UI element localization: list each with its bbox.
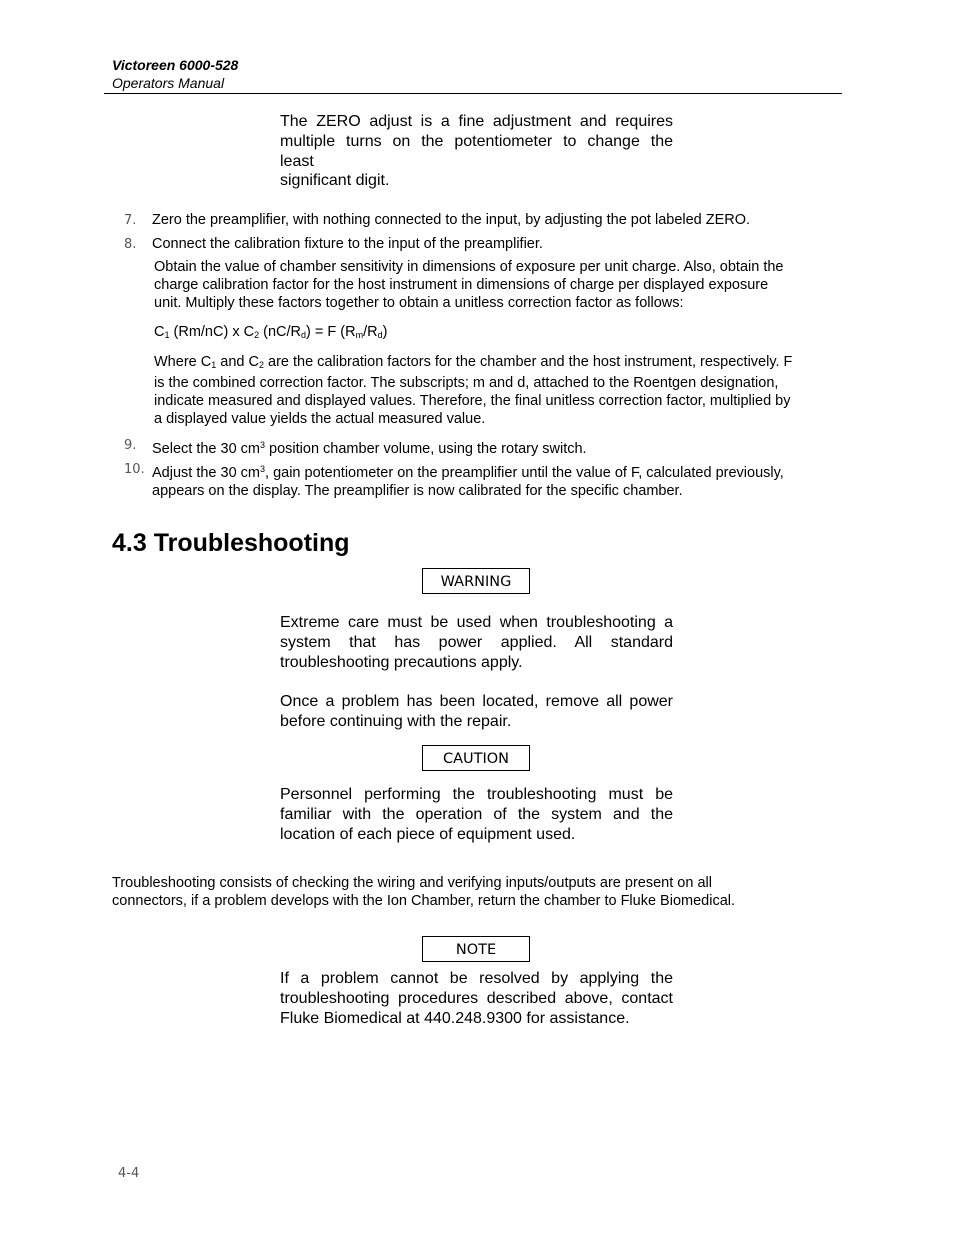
step-text: Connect the calibration fixture to the input of the preamplifier. — [152, 236, 543, 252]
step-number: 10. — [124, 462, 145, 477]
zero-note-line: The ZERO adjust is a fine adjustment and requires — [280, 113, 673, 130]
explanation-line — [154, 353, 844, 374]
zero-adjust-note — [280, 112, 673, 191]
formula-part: C — [154, 324, 165, 340]
explanation-part: Where C — [154, 354, 212, 370]
warning-label: WARNING — [422, 568, 530, 594]
document-title: Victoreen 6000-528 — [112, 57, 239, 73]
step-text — [152, 436, 842, 458]
step-line — [152, 460, 842, 482]
step-superscript: 3 — [260, 440, 266, 450]
step8-line: Obtain the value of chamber sensitivity in dimensions of exposure per unit charge. Also, obtain the — [154, 259, 784, 275]
formula-subscript: d — [377, 330, 383, 340]
formula-part: /R — [363, 324, 378, 340]
troubleshooting-paragraph — [112, 874, 832, 910]
step-number: 7. — [124, 213, 137, 228]
step-part: , gain potentiometer on the preamplifier until the value of F, calculated previously, — [265, 465, 784, 481]
step-number: 9. — [124, 438, 137, 453]
caution-label: CAUTION — [422, 745, 530, 771]
zero-note-line: least — [280, 152, 314, 170]
section-title: 4.3 Troubleshooting — [112, 529, 350, 557]
formula-part: (Rm/nC) x C — [169, 324, 255, 340]
caution-text: Personnel performing the troubleshooting must be familiar with the operation of the system and the location of each piece of equipment used. — [280, 786, 673, 843]
step-text — [152, 460, 842, 500]
formula-explanation — [154, 353, 844, 428]
explanation-line: indicate measured and displayed values. Therefore, the final unitless correction factor, multiplied by — [154, 393, 791, 409]
paragraph-line: Troubleshooting consists of checking the wiring and verifying inputs/outputs are present on all — [112, 875, 712, 891]
step8-line: unit. Multiply these factors together to obtain a unitless correction factor as follows: — [154, 295, 684, 311]
explanation-line: is the combined correction factor. The subscripts; m and d, attached to the Roentgen designation, — [154, 375, 779, 391]
warning-text: Extreme care must be used when troubleshooting a system that has power applied. All standard troubleshooting precautions apply. — [280, 614, 673, 671]
step-text: Zero the preamplifier, with nothing connected to the input, by adjusting the pot labeled ZERO. — [152, 212, 751, 228]
zero-note-line: significant digit. — [280, 172, 390, 190]
page-number: 4-4 — [118, 1166, 140, 1181]
step-part: Adjust the 30 cm — [152, 465, 260, 481]
explanation-line: a displayed value yields the actual measured value. — [154, 411, 486, 427]
note-label: NOTE — [422, 936, 530, 962]
step8-paragraph — [154, 258, 844, 312]
step8-line: charge calibration factor for the host instrument in dimensions of charge per displayed exposure — [154, 277, 769, 293]
formula-subscript: 1 — [164, 330, 170, 340]
header-rule — [104, 93, 842, 94]
explanation-subscript: 1 — [211, 360, 217, 370]
paragraph-line: connectors, if a problem develops with the Ion Chamber, return the chamber to Fluke Biomedical. — [112, 893, 736, 909]
explanation-part: and C — [216, 354, 259, 370]
explanation-subscript: 2 — [258, 360, 264, 370]
warning-text: Once a problem has been located, remove all power before continuing with the repair. — [280, 693, 673, 730]
formula-part: ) = F (R — [306, 324, 356, 340]
step-part: position chamber volume, using the rotary switch. — [265, 441, 587, 457]
step-part: Select the 30 cm — [152, 441, 260, 457]
explanation-part: are the calibration factors for the chamber and the host instrument, respectively. F — [263, 354, 793, 370]
formula-subscript: d — [301, 330, 307, 340]
step-line: appears on the display. The preamplifier is now calibrated for the specific chamber. — [152, 483, 683, 499]
note-text: If a problem cannot be resolved by applying the troubleshooting procedures described above, contact Fluke Biomedical at 440.248.9300 for assistance. — [280, 970, 673, 1027]
zero-note-line: multiple turns on the potentiometer to change the — [280, 132, 673, 150]
step-number: 8. — [124, 237, 137, 252]
formula-subscript: 2 — [254, 330, 260, 340]
formula-subscript: m — [355, 330, 364, 340]
formula-part: (nC/R — [259, 324, 302, 340]
formula-part: ) — [382, 324, 388, 340]
correction-formula — [154, 323, 844, 344]
step-superscript: 3 — [260, 464, 266, 474]
document-subtitle: Operators Manual — [112, 75, 225, 91]
